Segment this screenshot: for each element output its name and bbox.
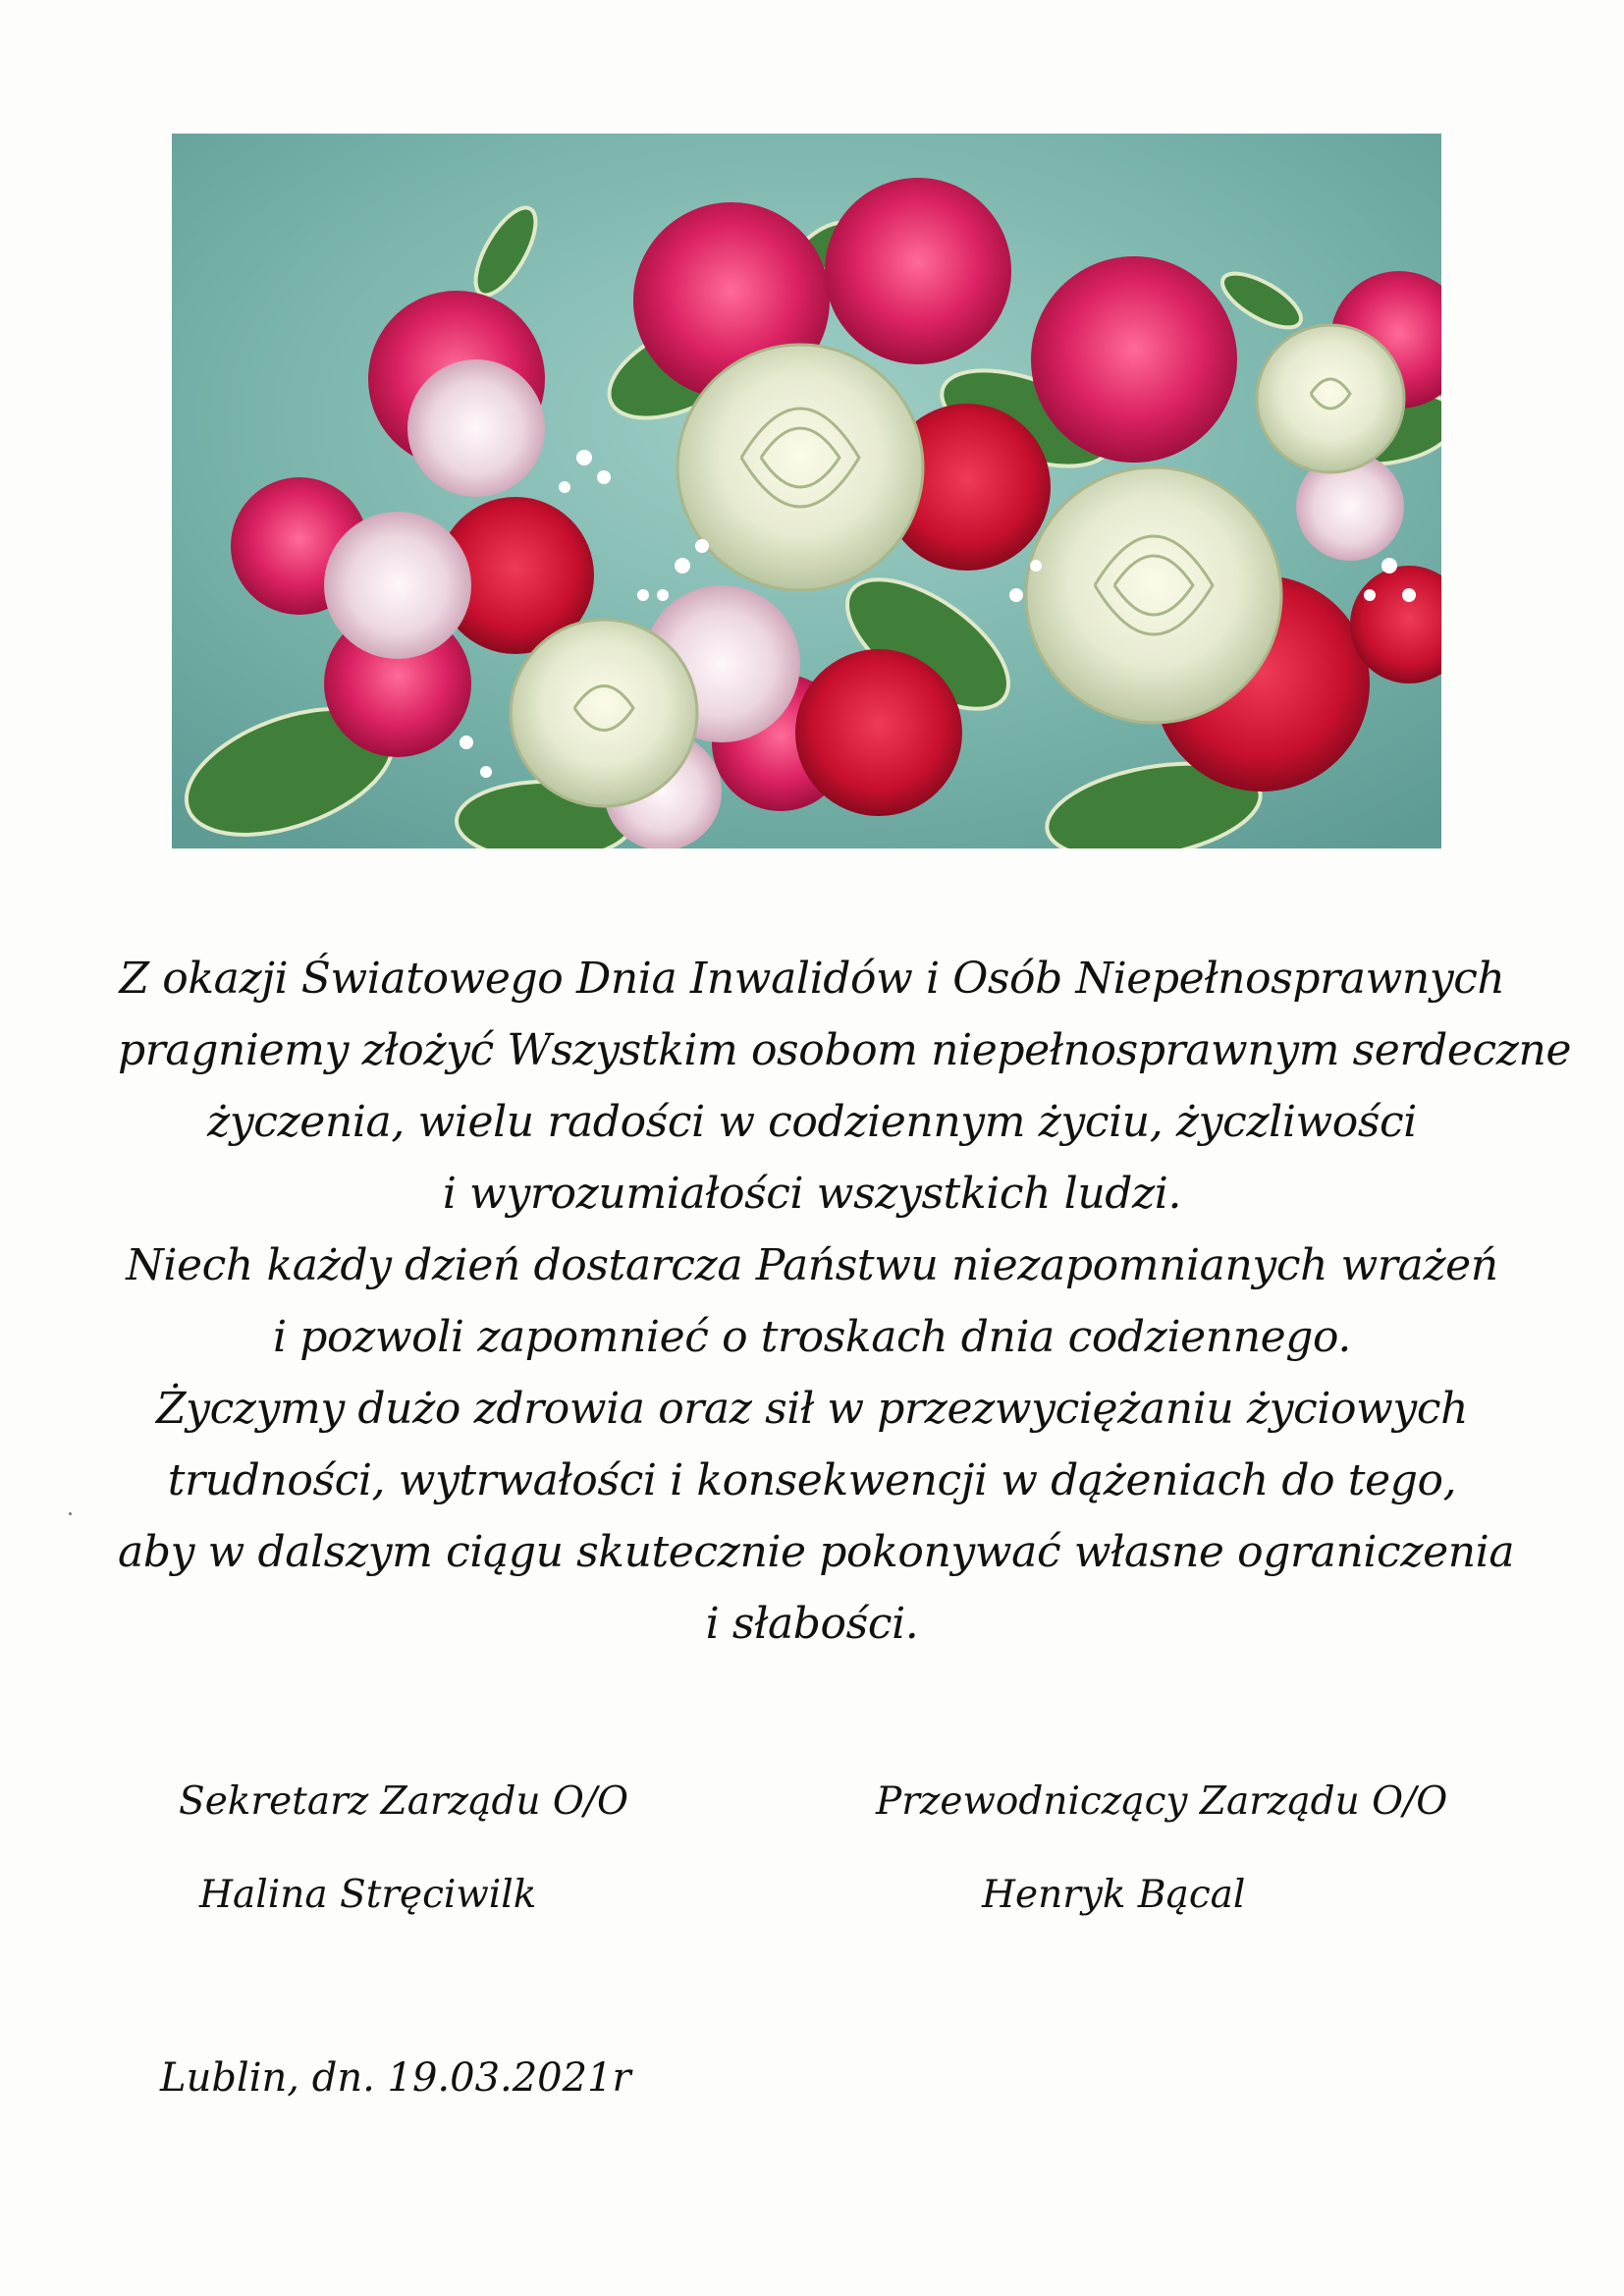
signature-left-role: Sekretarz Zarządu O/O [179, 1779, 629, 1824]
greeting-line: i słabości. [705, 1599, 919, 1649]
greeting-line: Życzymy dużo zdrowia oraz sił w przezwyciężaniu życiowych [155, 1384, 1469, 1434]
place-and-date: Lublin, dn. 19.03.2021r [160, 2055, 631, 2101]
greeting-message [118, 943, 1572, 1660]
greeting-line: pragniemy złożyć Wszystkim osobom niepełnosprawnym serdeczne [118, 1025, 1572, 1075]
flower-bouquet-illustration [172, 134, 1441, 848]
greeting-line: i pozwoli zapomnieć o troskach dnia codziennego. [273, 1312, 1351, 1362]
signature-left-name: Halina Stręciwilk [199, 1873, 537, 1917]
flower-bouquet-image [172, 134, 1441, 848]
scan-speck [69, 1512, 72, 1515]
greeting-line: Z okazji Światowego Dnia Inwalidów i Osób Niepełnosprawnych [119, 954, 1505, 1004]
greeting-line: Niech każdy dzień dostarcza Państwu niezapomnianych wrażeń [126, 1240, 1498, 1290]
signature-right-role: Przewodniczący Zarządu O/O [876, 1779, 1448, 1824]
signature-right-name: Henryk Bącal [982, 1873, 1246, 1917]
greeting-line: aby w dalszym ciągu skutecznie pokonywać własne ograniczenia [118, 1527, 1515, 1577]
greeting-line: życzenia, wielu radości w codziennym życiu, życzliwości [207, 1097, 1417, 1147]
greeting-line: i wyrozumiałości wszystkich ludzi. [442, 1169, 1182, 1219]
greeting-line: trudności, wytrwałości i konsekwencji w dążeniach do tego, [167, 1455, 1457, 1505]
